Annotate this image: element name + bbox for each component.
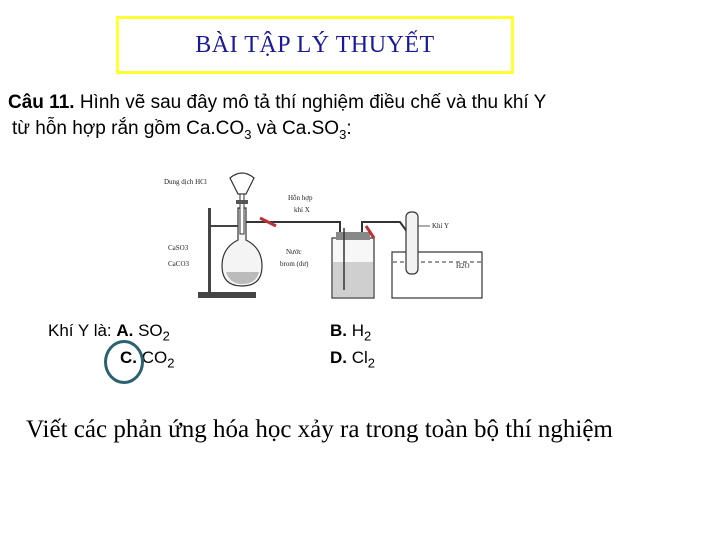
title-box [116,16,514,74]
selected-answer-circle [104,340,144,384]
collection-tube [406,212,418,274]
label-khi-y: Khí Y [432,222,450,230]
question-line-2 [8,116,708,148]
answer-d-text: Cl [347,348,368,368]
label-hon-hop: Hỗn hợp [288,194,313,202]
answer-b-label: B. [330,321,347,340]
answer-a-label: A. [116,321,134,340]
answer-b-text: H [347,321,364,340]
question-text-1: Hình vẽ sau đây mô tả thí nghiệm điều chế và thu khí Y [79,92,547,113]
answers-right [330,320,375,375]
subscript: 2 [367,355,376,371]
question-text-2c: : [346,118,352,139]
stand-base [198,292,256,298]
label-nuoc: Nước [286,248,302,256]
label-khi-x: khí X [294,206,310,214]
answer-c-text: CO [137,348,168,368]
answer-c-label: C. [120,348,137,368]
question-text-2a: từ hỗn hợp rắn gồm Ca.CO [12,118,245,139]
label-caso3: CaSO3 [168,244,189,252]
subscript: 2 [162,328,170,344]
subscript: 3 [244,126,252,142]
bromine-water [333,262,373,297]
subscript: 2 [167,355,175,371]
label-brom: brom (dư) [280,260,309,268]
task-text: Viết các phản ứng hóa học xảy ra trong toàn bộ thí nghiệm [26,416,613,443]
label-h2o: H2O [456,262,470,270]
answer-row-b [330,320,375,347]
question-line-1 [8,90,708,116]
question-label: Câu 11. [8,92,75,113]
funnel-tap [236,200,248,204]
subscript: 2 [364,328,372,344]
stand-rod [208,208,211,294]
label-dung-dich-hcl: Dung dịch HCl [164,178,207,186]
dropping-funnel [230,173,254,194]
question-text-2b: và Ca.SO [251,118,340,139]
experiment-diagram [160,168,490,310]
answer-a-text: SO [133,321,163,340]
delivery-tube-1 [246,222,340,242]
answer-prefix: Khí Y là: [48,321,117,340]
answer-d-label: D. [330,348,347,368]
page-title: BÀI TẬP LÝ THUYẾT [195,31,435,58]
answer-row-d [330,347,375,374]
bottle-stopper [336,232,370,240]
label-caco3: CaCO3 [168,260,189,268]
subscript: 3 [339,126,347,142]
question-block [8,90,708,148]
